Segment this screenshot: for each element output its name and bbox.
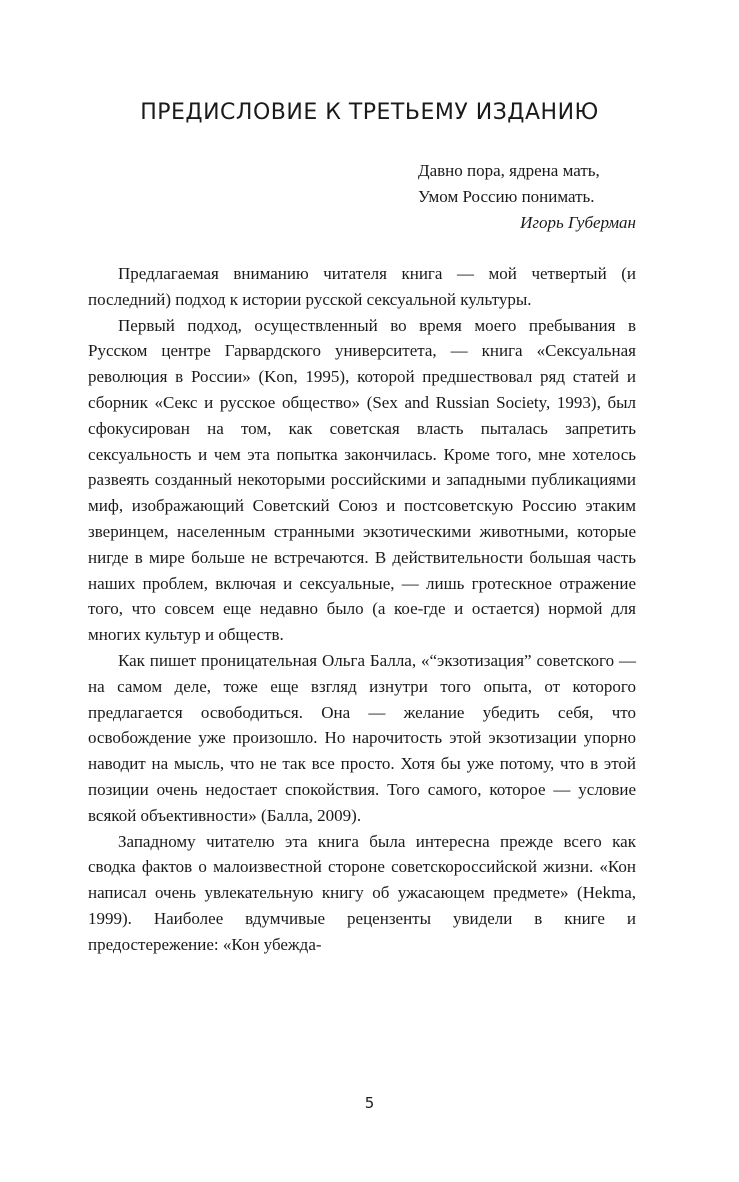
epigraph-author: Игорь Губерман	[520, 213, 636, 232]
epigraph-line-1: Давно пора, ядрена мать,	[418, 161, 600, 180]
epigraph	[380, 158, 636, 236]
paragraph-2: Первый подход, осуществленный во время моего пребывания в Русском центре Гарвардского университета, — книга «Сексуальная революция в России» (Kon, 1995), которой предшествовал ряд статей и сборник «Секс и русское общество» (Sex and Russian Society, 1993), был сфокусирован на том, как советская власть пыталась запретить сексуальность и чем эта попытка закончилась. Кроме того, мне хотелось развеять созданный некоторыми российскими и западными публикациями миф, изображающий Советский Союз и постсоветскую Россию этаким зверинцем, населенным странными экзотическими животными, которые нигде в мире больше не встречаются. В действительности большая часть наших проблем, включая и сексуальные, — лишь гротескное отражение того, что совсем еще недавно было (а кое-где и остается) нормой для многих культур и обществ.	[88, 315, 636, 645]
paragraph-3: Как пишет проницательная Ольга Балла, «“экзотизация” советского — на самом деле, тоже еще взгляд изнутри того опыта, от которого предлагается освободиться. Она — желание убедить себя, что освобождение уже произошло. Но нарочитость этой экзотизации упорно наводит на мысль, что не так все просто. Хотя бы уже потому, что в этой позиции очень недостает спокойствия. Того самого, которое — условие всякой объективности» (Балла, 2009).	[88, 650, 636, 825]
page-number: 5	[364, 1094, 375, 1112]
chapter-title: ПРЕДИСЛОВИЕ К ТРЕТЬЕМУ ИЗДАНИЮ	[140, 100, 599, 125]
epigraph-line-2: Умом Россию понимать.	[418, 187, 595, 206]
body-text	[88, 261, 636, 958]
paragraph-4: Западному читателю эта книга была интересна прежде всего как сводка фактов о малоизвестной стороне советскороссийской жизни. «Кон написал очень увлекательную книгу об ужасающем предмете» (Hekma, 1999). Наиболее вдумчивые рецензенты увидели в книге и предостережение: «Кон убежда-	[88, 831, 636, 954]
paragraph-1: Предлагаемая вниманию читателя книга — мой четвертый (и последний) подход к истории русской сексуальной культуры.	[88, 264, 636, 309]
